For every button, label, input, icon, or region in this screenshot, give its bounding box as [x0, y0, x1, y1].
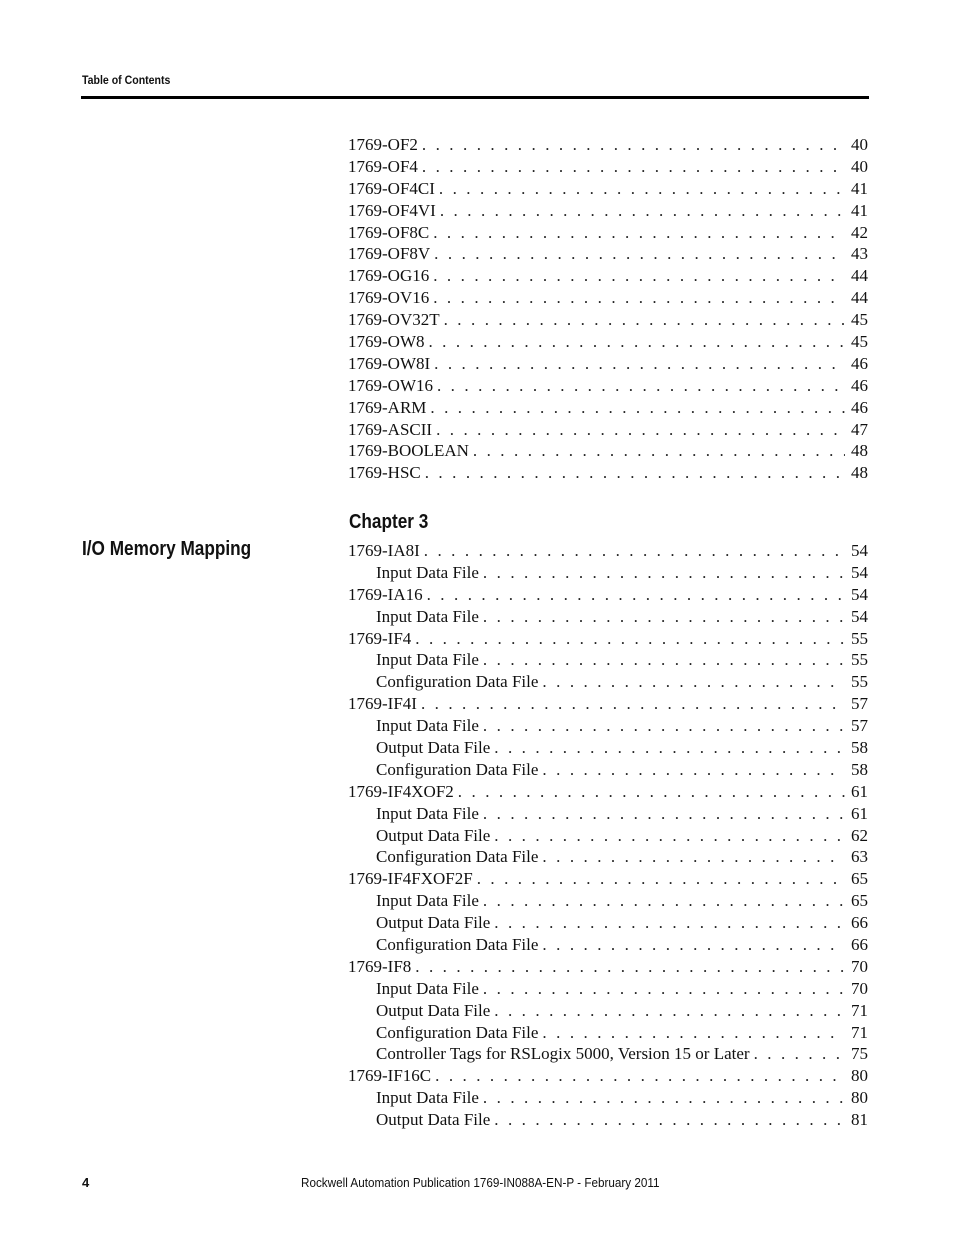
toc-entry[interactable] — [348, 309, 868, 331]
toc-entry-title: Input Data File — [376, 891, 479, 911]
toc-entry[interactable] — [348, 331, 868, 353]
toc-entry[interactable] — [348, 737, 868, 759]
toc-entry[interactable] — [348, 956, 868, 978]
toc-entry[interactable] — [348, 353, 868, 375]
toc-entry-page: 61 — [851, 781, 868, 801]
toc-entry[interactable] — [348, 934, 868, 956]
dot-leader — [433, 265, 845, 287]
toc-entry-title: 1769-ARM — [348, 397, 427, 417]
toc-entry[interactable] — [348, 628, 868, 650]
toc-entry-page: 40 — [851, 156, 868, 176]
chapter-label: Chapter 3 — [349, 511, 429, 533]
dot-leader — [483, 606, 845, 628]
toc-entry-title: Configuration Data File — [376, 935, 539, 955]
dot-leader — [439, 178, 845, 200]
toc-entry[interactable] — [348, 462, 868, 484]
toc-entry-title: 1769-OF8V — [348, 244, 431, 264]
toc-entry-page: 80 — [851, 1088, 868, 1108]
dot-leader — [425, 462, 845, 484]
toc-entry[interactable] — [348, 649, 868, 671]
dot-leader — [483, 803, 845, 825]
dot-leader — [422, 156, 845, 178]
toc-entry-title: Input Data File — [376, 716, 479, 736]
toc-entry-page: 40 — [851, 135, 868, 154]
dot-leader — [422, 134, 845, 156]
toc-entry-title: 1769-OF2 — [348, 135, 418, 154]
toc-entry[interactable] — [348, 200, 868, 222]
toc-entry[interactable] — [348, 846, 868, 868]
toc-entry[interactable] — [348, 715, 868, 737]
toc-entry[interactable] — [348, 419, 868, 441]
toc-entry-page: 48 — [851, 441, 868, 461]
dot-leader — [428, 331, 845, 353]
dot-leader — [415, 956, 845, 978]
toc-entry-page: 66 — [851, 935, 868, 955]
dot-leader — [434, 243, 845, 265]
dot-leader — [494, 737, 845, 759]
dot-leader — [494, 912, 845, 934]
toc-entry-title: Output Data File — [376, 1000, 491, 1020]
toc-entry-title: Configuration Data File — [376, 672, 539, 692]
toc-entry-title: Input Data File — [376, 978, 479, 998]
dot-leader — [483, 1087, 845, 1109]
toc-entry-title: Input Data File — [376, 803, 479, 823]
toc-list-upper — [348, 134, 868, 484]
toc-entry-title: 1769-OV16 — [348, 288, 430, 308]
toc-entry[interactable] — [348, 584, 868, 606]
toc-entry[interactable] — [348, 222, 868, 244]
toc-entry-title: 1769-OW8 — [348, 332, 425, 352]
toc-entry[interactable] — [348, 1087, 868, 1109]
toc-entry-title: 1769-IF16C — [348, 1066, 432, 1086]
toc-entry-page: 54 — [851, 606, 868, 626]
dot-leader — [542, 671, 845, 693]
toc-entry-title: 1769-OF4 — [348, 156, 418, 176]
publication-info: Rockwell Automation Publication 1769-IN088A-EN-P - February 2011 — [301, 1175, 660, 1190]
toc-entry-title: 1769-IF8 — [348, 956, 412, 976]
toc-entry-page: 42 — [851, 222, 868, 242]
dot-leader — [754, 1043, 845, 1065]
dot-leader — [430, 397, 845, 419]
toc-entry-title: 1769-OV32T — [348, 310, 440, 330]
dot-leader — [427, 584, 845, 606]
toc-entry-title: 1769-IA16 — [348, 584, 423, 604]
toc-entry[interactable] — [348, 978, 868, 1000]
chapter-title: I/O Memory Mapping — [82, 538, 252, 560]
toc-entry-title: 1769-HSC — [348, 463, 421, 483]
toc-entry-title: Output Data File — [376, 1110, 491, 1130]
toc-entry-page: 41 — [851, 178, 868, 198]
toc-entry[interactable] — [348, 178, 868, 200]
toc-entry-title: Input Data File — [376, 650, 479, 670]
running-head: Table of Contents — [82, 73, 171, 87]
dot-leader — [473, 440, 845, 462]
dot-leader — [437, 375, 845, 397]
toc-entry[interactable] — [348, 1000, 868, 1022]
toc-entry-page: 55 — [851, 628, 868, 648]
toc-entry-page: 43 — [851, 244, 868, 264]
dot-leader — [494, 1000, 845, 1022]
toc-entry-page: 58 — [851, 759, 868, 779]
toc-entry-page: 70 — [851, 978, 868, 998]
toc-entry[interactable] — [348, 606, 868, 628]
toc-entry-title: Output Data File — [376, 825, 491, 845]
dot-leader — [424, 540, 845, 562]
toc-entry-page: 70 — [851, 956, 868, 976]
toc-entry-page: 45 — [851, 310, 868, 330]
toc-list-lower — [348, 540, 868, 1131]
toc-entry[interactable] — [348, 562, 868, 584]
toc-entry-page: 46 — [851, 397, 868, 417]
dot-leader — [542, 759, 845, 781]
toc-entry-title: 1769-OW16 — [348, 375, 433, 395]
toc-entry-page: 57 — [851, 694, 868, 714]
dot-leader — [542, 934, 845, 956]
toc-entry-page: 71 — [851, 1000, 868, 1020]
page-number: 4 — [82, 1175, 90, 1190]
toc-entry-title: Controller Tags for RSLogix 5000, Version 15 or Later — [376, 1044, 750, 1064]
toc-entry-page: 45 — [851, 332, 868, 352]
toc-entry-title: Output Data File — [376, 738, 491, 758]
toc-entry-page: 44 — [851, 288, 868, 308]
dot-leader — [434, 353, 845, 375]
toc-entry-title: Configuration Data File — [376, 847, 539, 867]
toc-entry-page: 71 — [851, 1022, 868, 1042]
dot-leader — [483, 978, 845, 1000]
toc-entry[interactable] — [348, 397, 868, 419]
toc-entry-page: 58 — [851, 738, 868, 758]
toc-entry-page: 44 — [851, 266, 868, 286]
toc-entry-page: 47 — [851, 419, 868, 439]
toc-entry-title: 1769-BOOLEAN — [348, 441, 469, 461]
toc-entry[interactable] — [348, 868, 868, 890]
dot-leader — [477, 868, 845, 890]
toc-entry-title: 1769-IA8I — [348, 541, 420, 560]
toc-entry-title: 1769-OF4CI — [348, 178, 435, 198]
dot-leader — [435, 1065, 845, 1087]
toc-entry-title: Configuration Data File — [376, 759, 539, 779]
toc-entry-page: 75 — [851, 1044, 868, 1064]
dot-leader — [433, 222, 845, 244]
toc-entry-title: 1769-IF4 — [348, 628, 412, 648]
toc-entry-title: Output Data File — [376, 913, 491, 933]
dot-leader — [483, 562, 845, 584]
toc-entry-page: 55 — [851, 672, 868, 692]
toc-entry-page: 54 — [851, 584, 868, 604]
dot-leader — [483, 715, 845, 737]
toc-entry-page: 63 — [851, 847, 868, 867]
toc-entry-title: 1769-OF8C — [348, 222, 430, 242]
toc-entry[interactable] — [348, 759, 868, 781]
toc-entry[interactable] — [348, 1022, 868, 1044]
toc-entry-title: Input Data File — [376, 1088, 479, 1108]
dot-leader — [483, 649, 845, 671]
dot-leader — [542, 846, 845, 868]
toc-entry-page: 48 — [851, 463, 868, 483]
toc-entry-title: Input Data File — [376, 606, 479, 626]
toc-entry[interactable] — [348, 134, 868, 156]
toc-entry-page: 65 — [851, 869, 868, 889]
toc-entry[interactable] — [348, 912, 868, 934]
toc-entry[interactable] — [348, 265, 868, 287]
toc-entry-page: 46 — [851, 353, 868, 373]
toc-entry-title: 1769-OG16 — [348, 266, 430, 286]
dot-leader — [444, 309, 845, 331]
toc-entry[interactable] — [348, 1065, 868, 1087]
toc-entry-page: 80 — [851, 1066, 868, 1086]
dot-leader — [494, 1109, 845, 1131]
header-rule — [81, 96, 869, 99]
toc-entry[interactable] — [348, 890, 868, 912]
toc-entry-page: 66 — [851, 913, 868, 933]
dot-leader — [421, 693, 845, 715]
toc-entry-page: 55 — [851, 650, 868, 670]
toc-entry-title: Configuration Data File — [376, 1022, 539, 1042]
toc-entry-page: 54 — [851, 541, 868, 560]
toc-entry-title: 1769-OF4VI — [348, 200, 436, 220]
toc-entry[interactable] — [348, 825, 868, 847]
toc-entry[interactable] — [348, 781, 868, 803]
toc-entry[interactable] — [348, 693, 868, 715]
dot-leader — [483, 890, 845, 912]
dot-leader — [433, 287, 845, 309]
toc-entry[interactable] — [348, 1109, 868, 1131]
toc-entry-title: 1769-OW8I — [348, 353, 431, 373]
toc-entry[interactable] — [348, 671, 868, 693]
toc-entry[interactable] — [348, 243, 868, 265]
toc-entry-title: 1769-IF4XOF2 — [348, 781, 454, 801]
dot-leader — [440, 200, 845, 222]
toc-entry[interactable] — [348, 540, 868, 562]
toc-entry-page: 81 — [851, 1110, 868, 1130]
toc-entry-page: 41 — [851, 200, 868, 220]
toc-entry-page: 65 — [851, 891, 868, 911]
dot-leader — [415, 628, 845, 650]
dot-leader — [542, 1022, 845, 1044]
toc-entry[interactable] — [348, 440, 868, 462]
toc-entry[interactable] — [348, 803, 868, 825]
toc-entry-page: 46 — [851, 375, 868, 395]
toc-entry-title: 1769-IF4FXOF2F — [348, 869, 473, 889]
toc-entry-title: Input Data File — [376, 562, 479, 582]
dot-leader — [494, 825, 845, 847]
toc-entry-page: 54 — [851, 562, 868, 582]
toc-entry-title: 1769-IF4I — [348, 694, 417, 714]
toc-entry-page: 62 — [851, 825, 868, 845]
toc-entry-page: 57 — [851, 716, 868, 736]
toc-entry[interactable] — [348, 287, 868, 309]
toc-entry-title: 1769-ASCII — [348, 419, 433, 439]
dot-leader — [458, 781, 845, 803]
dot-leader — [436, 419, 845, 441]
toc-entry[interactable] — [348, 375, 868, 397]
toc-entry-page: 61 — [851, 803, 868, 823]
toc-entry[interactable] — [348, 156, 868, 178]
toc-entry[interactable] — [348, 1043, 868, 1065]
